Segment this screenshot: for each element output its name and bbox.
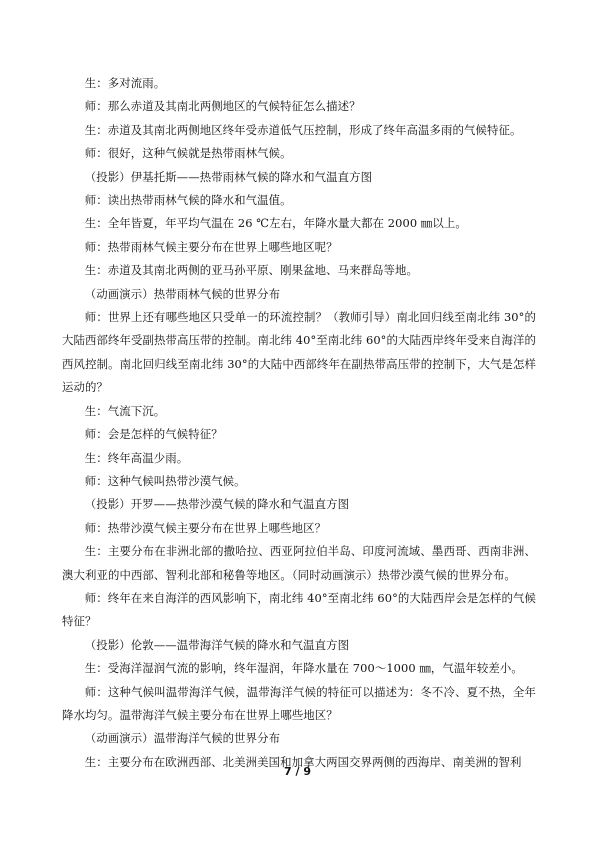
paragraph: 生：主要分布在欧洲西部、北美洲美国和加拿大两国交界两侧的西海岸、南美洲的智利: [84, 754, 522, 769]
paragraph: 师：世界上还有哪些地区只受单一的环流控制？（教师引导）南北回归线至南北纬 30°的大陆西部终年受副热带高压带的控制。南北纬 40°至南北纬 60°的大陆西岸终年受来自海洋的西风控制。南北回归线至南北纬 30°的大陆中西部终年在副热带高压带的控制下，大气是怎样运动的？: [62, 310, 536, 395]
paragraph: 生：全年皆夏，年平均气温在 26 ℃左右，年降水量大都在 2000 ㎜以上。: [84, 216, 467, 231]
paragraph: 师：热带沙漠气候主要分布在世界上哪些地区？: [84, 520, 327, 535]
paragraph: （动画演示）温带海洋气候的世界分布: [84, 731, 281, 746]
body-text: [62, 72, 536, 774]
paragraph: 生：赤道及其南北两侧的亚马孙平原、刚果盆地、马来群岛等地。: [84, 263, 419, 278]
paragraph: 师：会是怎样的气候特征？: [84, 427, 223, 442]
paragraph: （投影）伊基托斯——热带雨林气候的降水和气温直方图: [84, 169, 373, 184]
paragraph: 生：多对流雨。: [84, 76, 166, 90]
paragraph: 生：赤道及其南北两侧地区终年受赤道低气压控制，形成了终年高温多雨的气候特征。: [84, 122, 522, 137]
paragraph: （动画演示）热带雨林气候的世界分布: [84, 286, 281, 301]
paragraph: 师：读出热带雨林气候的降水和气温值。: [84, 193, 292, 208]
paragraph: 师：这种气候叫温带海洋气候，温带海洋气候的特征可以描述为：冬不冷、夏不热，全年降水均匀。温带海洋气候主要分布在世界上哪些地区？: [62, 684, 536, 722]
paragraph: （投影）开罗——热带沙漠气候的降水和气温直方图: [84, 497, 350, 512]
paragraph: 师：热带雨林气候主要分布在世界上哪些地区呢？: [84, 239, 338, 254]
paragraph: 师：这种气候叫热带沙漠气候。: [84, 473, 246, 488]
paragraph: 师：很好，这种气候就是热带雨林气候。: [84, 146, 292, 161]
paragraph: 生：气流下沉。: [84, 403, 166, 418]
paragraph: 生：主要分布在非洲北部的撒哈拉、西亚阿拉伯半岛、印度河流域、墨西哥、西南非洲、澳大利亚的中西部、智利北部和秘鲁等地区。（同时动画演示）热带沙漠气候的世界分布。: [62, 544, 536, 582]
paragraph: 师：那么赤道及其南北两侧地区的气候特征怎么描述？: [84, 99, 361, 114]
paragraph: 师：终年在来自海洋的西风影响下，南北纬 40°至南北纬 60°的大陆西岸会是怎样的气候特征？: [62, 590, 536, 629]
paragraph: 生：受海洋湿润气流的影响，终年湿润，年降水量在 700～1000 ㎜，气温年较差小。: [84, 661, 523, 676]
paragraph: （投影）伦敦——温带海洋气候的降水和气温直方图: [84, 637, 350, 652]
paragraph: 生：终年高温少雨。: [84, 450, 189, 465]
page-number: 7 / 9: [284, 765, 311, 778]
